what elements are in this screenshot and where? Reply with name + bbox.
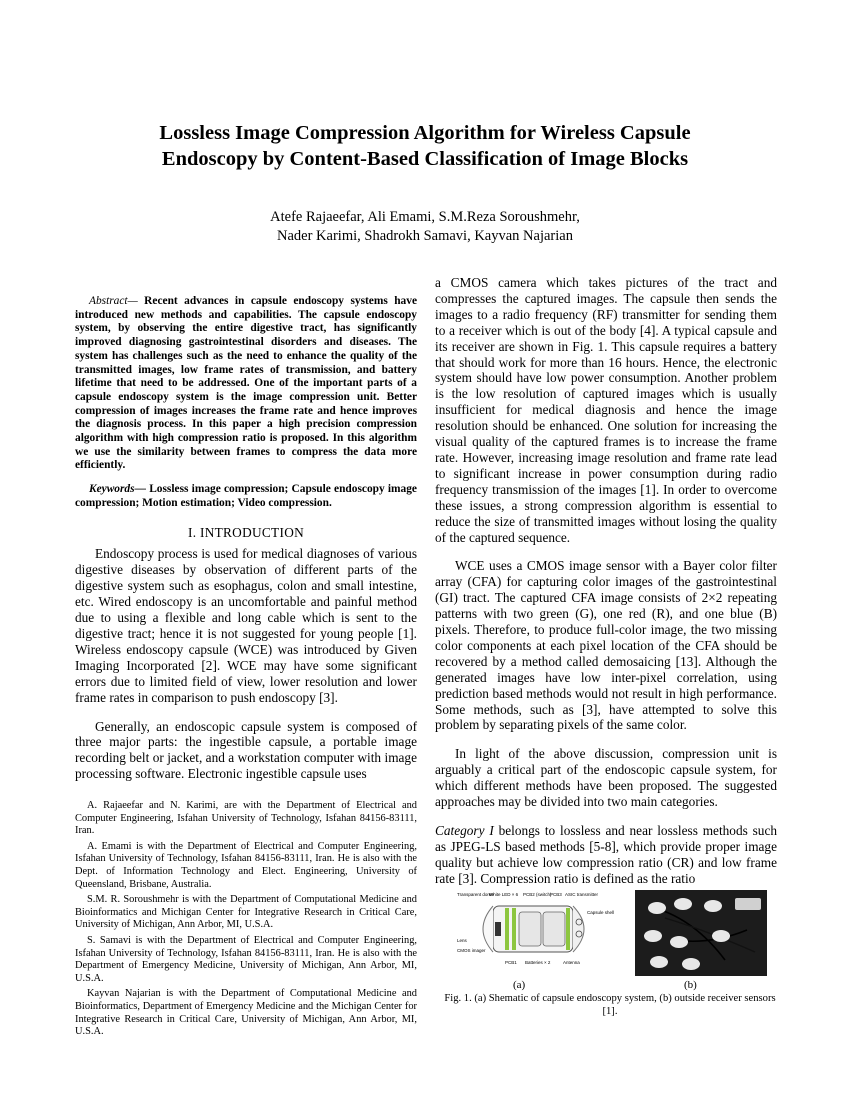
right-column bbox=[435, 275, 777, 900]
receiver-sensors-photo bbox=[635, 890, 767, 976]
label-lens: Lens bbox=[457, 938, 467, 943]
footnote: A. Rajaeefar and N. Karimi, are with the Department of Electrical and Computer Engineering, Isfahan University of Technology, Isfahan 84156-83111, Iran. bbox=[75, 800, 417, 837]
right-paragraph-4 bbox=[435, 823, 777, 887]
footnote: A. Emami is with the Department of Electrical and Computer Engineering, Isfahan University of Technology, Isfahan 84156-83111, Iran. He is also with the Dept. of Information Technology and Elect. Engineering, University of Queensland, Brisbane, Australia. bbox=[75, 840, 417, 890]
keywords-text: Lossless image compression; Capsule endoscopy image compression; Motion estimation; Video compression. bbox=[75, 483, 417, 509]
category-lead: Category I bbox=[435, 823, 494, 838]
figure-label-b: (b) bbox=[684, 979, 697, 991]
label-pcb1: PCB1 bbox=[505, 960, 517, 965]
right-paragraph-4-text: belongs to lossless and near lossless methods such as JPEG-LS based methods [5-8], which provide proper image quality but achieve low compression ratio (CR) and low frame rate [3]. Compression ratio is defined as the ratio bbox=[435, 823, 777, 886]
title-line-1: Lossless Image Compression Algorithm for Wireless Capsule bbox=[159, 122, 691, 144]
author-line-2: Nader Karimi, Shadrokh Samavi, Kayvan Najarian bbox=[277, 228, 573, 244]
sensor-pad bbox=[644, 930, 662, 942]
figure-1 bbox=[455, 890, 775, 985]
capsule-end-shape bbox=[573, 906, 584, 952]
battery-2-shape bbox=[543, 912, 565, 946]
pcb2-board bbox=[512, 908, 516, 950]
author-list bbox=[60, 208, 790, 246]
label-pcb3: PCB3 bbox=[550, 892, 562, 897]
sensor-pad bbox=[682, 958, 700, 970]
label-batteries: Batteries × 2 bbox=[525, 960, 551, 965]
pcb1-board bbox=[505, 908, 509, 950]
footnote: S.M. R. Soroushmehr is with the Department of Computational Medicine and Bioinformatics and Michigan Center for Integrative Research in Critical Care, University of Michigan, Ann Arbor, MI, U.S.A. bbox=[75, 894, 417, 931]
right-paragraph-3: In light of the above discussion, compression unit is arguably a critical part of the endoscopic capsule system, for which different methods have been proposed. The suggested approaches may be divided into two main categories. bbox=[435, 746, 777, 810]
label-asic: ASIC transmitter bbox=[565, 892, 599, 897]
label-antenna: Antenna bbox=[563, 960, 580, 965]
section-heading-introduction: I. INTRODUCTION bbox=[187, 524, 305, 540]
sensor-pad bbox=[648, 902, 666, 914]
abstract-lead: Abstract— bbox=[89, 295, 138, 307]
label-transparent-dome: Transparent dome bbox=[457, 892, 494, 897]
abstract-text: Recent advances in capsule endoscopy systems have introduced new methods and capabilities. The capsule endoscopy system, by observing the entire digestive tract, has significantly improved diagnosing gastrointestinal disorders and diseases. The system has challenges such as the need to enhance the quality of the transmitted images, low frame rates of transmission, and battery lifetime that need to be addressed. One of the important parts of a capsule endoscopy system is the image compression unit. Better compression of images increases the frame rate and hence improves the diagnosis process. In this paper a high precision compression algorithm with high compression ratio is proposed. In this algorithm we use the similarity between frames to compress the data more efficiently. bbox=[75, 295, 417, 472]
figure-label-a: (a) bbox=[513, 979, 526, 991]
capsule-schematic-figure bbox=[455, 890, 615, 970]
intro-paragraph-2: Generally, an endoscopic capsule system is composed of three major parts: the ingestible capsule, a portable image recording belt or jacket, and a workstation computer with image processing software. Electronic ingestible capsule uses bbox=[75, 718, 417, 782]
label-capsule-shell: Capsule shell bbox=[587, 910, 615, 915]
label-white-led: White LED × 6 bbox=[489, 892, 519, 897]
battery-1-shape bbox=[519, 912, 541, 946]
right-paragraph-2: WCE uses a CMOS image sensor with a Bayer color filter array (CFA) for capturing color images of the gastrointestinal (GI) tract. The captured CFA image consists of 2×2 repeating patterns with two green (G), one red (R), and one blue (B) pixels. Therefore, to produce full-color image, the two missing color components at each pixel location of the CFA should be recovered by a method called demosaicing [13]. Although the generated images have low inter-pixel correlation, using prediction based methods would not result in high performance. Some methods, such as [3], have attempted to solve this problem by separating pixels of the same color. bbox=[435, 558, 777, 733]
cmos-imager-shape bbox=[495, 922, 501, 936]
intro-paragraph-1: Endoscopy process is used for medical diagnoses of various digestive diseases by observation of different parts of the digestive system such as esophagus, colon and small intestine, etc. Wired endoscopy is an uncomfortable and painful method due to using a flexible and long cable which is sent to the digestive tract; hence it is not suggested for young people [1]. Wireless endoscopy capsule (WCE) was introduced by Given Imaging Incorporated [2]. WCE may have some significant errors due to limited field of view, lower resolution and lower frame rates in comparison to push endoscopy [3]. bbox=[75, 546, 417, 705]
footnote: Kayvan Najarian is with the Department of Computational Medicine and Bioinformatics, Department of Emergency Medicine and the Michigan Center for Integrative Research in Critical Care, University of Michigan, Ann Arbor, MI, U.S.A. bbox=[75, 988, 417, 1038]
pcb3-board bbox=[566, 908, 570, 950]
label-pcb2: PCB2 (switch) bbox=[523, 892, 552, 897]
sensor-pad bbox=[704, 900, 722, 912]
receiver-unit bbox=[735, 898, 761, 910]
author-line-1: Atefe Rajaeefar, Ali Emami, S.M.Reza Soroushmehr, bbox=[270, 209, 580, 225]
title-line-2: Endoscopy by Content-Based Classification of Image Blocks bbox=[161, 148, 689, 170]
figure-caption: Fig. 1. (a) Shematic of capsule endoscopy system, (b) outside receiver sensors [1]. bbox=[444, 993, 776, 1017]
left-column bbox=[75, 295, 417, 795]
sensor-pad bbox=[674, 898, 692, 910]
keywords bbox=[75, 483, 417, 510]
keywords-lead: Keywords— bbox=[89, 483, 146, 496]
right-paragraph-1: a CMOS camera which takes pictures of the tract and compresses the captured images. The capsule then sends the images to a radio frequency (RF) transmitter for sending them to a receiver which is out of the body [4]. A typical capsule and its receiver are shown in Fig. 1. This capsule requires a battery that should work for more than 16 hours. Hence, the electronic system should have low power consumption. Another problem is the low resolution of captured images which is usually insufficient for medical diagnosis and hence the image resolution should be enhanced. One solution for increasing the visual quality of the captured frames is to increase the frame rate. However, increasing image resolution and frame rate lead to significant increase in power consumption during radio frequency transmission of the images [1]. In order to overcome these issues, a strong compression algorithm is essential to reduce the size of transmitted images without losing the quality of the captured sequence. bbox=[435, 275, 777, 545]
label-cmos: CMOS imager bbox=[457, 948, 486, 953]
author-footnotes bbox=[75, 800, 417, 1042]
transparent-dome-shape bbox=[483, 906, 493, 952]
sensor-pad bbox=[670, 936, 688, 948]
abstract bbox=[75, 295, 417, 473]
paper-title bbox=[60, 120, 790, 172]
footnote: S. Samavi is with the Department of Electrical and Computer Engineering, Isfahan University of Technology, Isfahan 84156-83111, Iran. He is also with the Department of Emergency Medicine, University of Michigan, Ann Arbor, MI, U.S.A. bbox=[75, 934, 417, 984]
sensor-pad bbox=[712, 930, 730, 942]
sensor-pad bbox=[650, 956, 668, 968]
